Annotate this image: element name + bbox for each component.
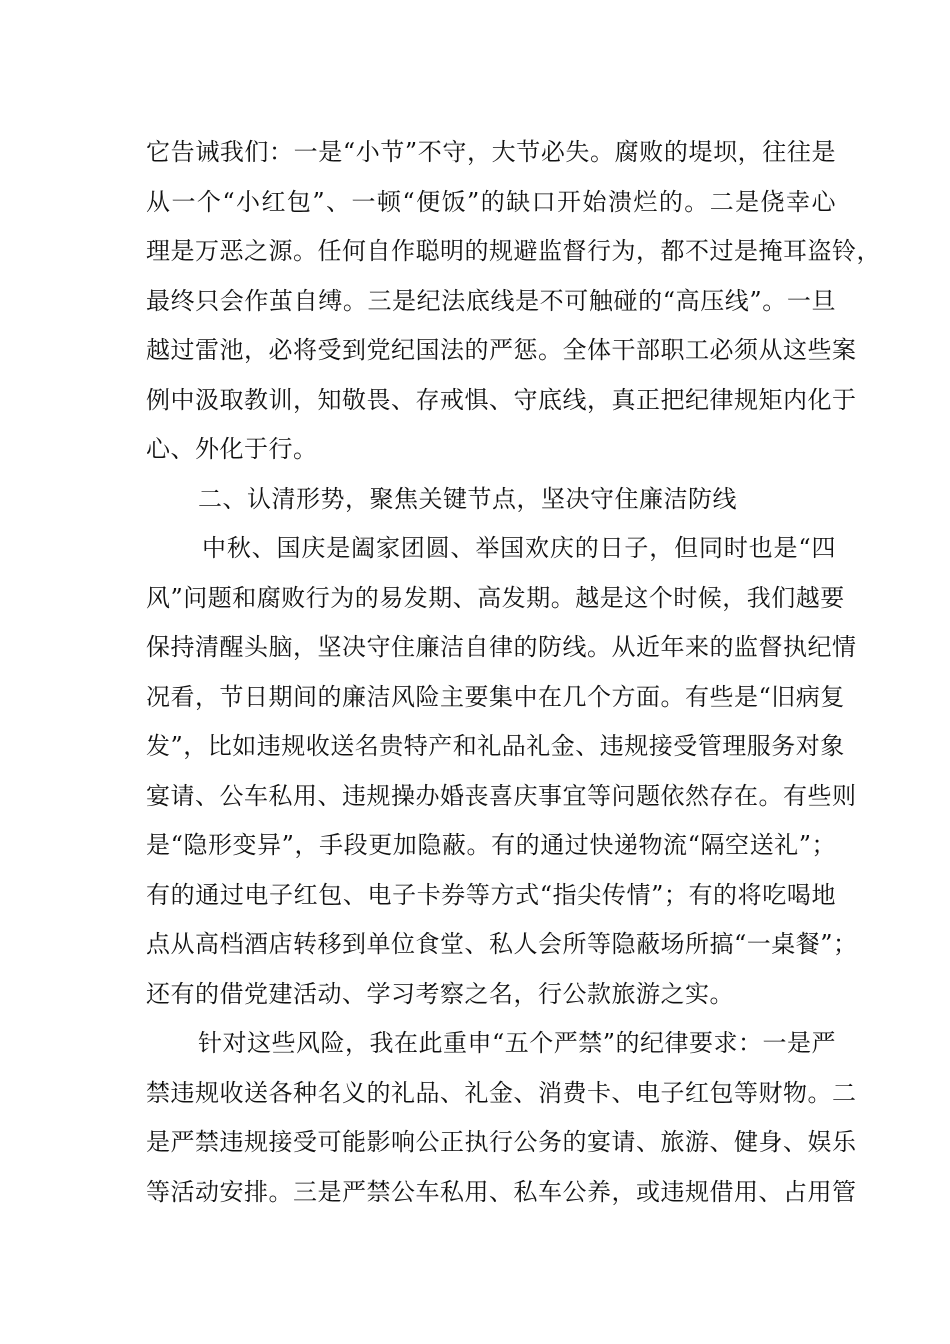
paragraph-line: 况看，节日期间的廉洁风险主要集中在几个方面。有些是“旧病复 [146, 682, 845, 711]
paragraph-1 [146, 128, 881, 475]
paragraph-line: 最终只会作茧自缚。三是纪法底线是不可触碰的“高压线”。一旦 [146, 286, 836, 315]
paragraph-line: 宴请、公车私用、违规操办婚丧喜庆事宜等问题依然存在。有些则 [146, 781, 857, 810]
document-body [146, 128, 881, 1217]
paragraph-line: 等活动安排。三是严禁公车私用、私车公养，或违规借用、占用管 [146, 1177, 857, 1206]
section-heading: 二、认清形势，聚焦关键节点，坚决守住廉洁防线 [198, 484, 737, 513]
paragraph-line: 禁违规收送各种名义的礼品、礼金、消费卡、电子红包等财物。二 [146, 1078, 857, 1107]
paragraph-line: 从一个“小红包”、一顿“便饭”的缺口开始溃烂的。二是侥幸心 [146, 187, 836, 216]
paragraph-line: 保持清醒头脑，坚决守住廉洁自律的防线。从近年来的监督执纪情 [146, 633, 857, 661]
paragraph-line: 风”问题和腐败行为的易发期、高发期。越是这个时候，我们越要 [146, 583, 845, 612]
paragraph-line: 是严禁违规接受可能影响公正执行公务的宴请、旅游、健身、娱乐 [146, 1128, 857, 1156]
paragraph-line: 理是万恶之源。任何自作聪明的规避监督行为，都不过是掩耳盗铃， [146, 237, 881, 265]
paragraph-3 [146, 1019, 857, 1217]
paragraph-line: 中秋、国庆是阖家团圆、举国欢庆的日子，但同时也是“四 [202, 534, 836, 562]
paragraph-line: 例中汲取教训，知敬畏、存戒惧、守底线，真正把纪律规矩内化于 [146, 385, 857, 414]
paragraph-2 [146, 524, 858, 1019]
paragraph-line: 有的通过电子红包、电子卡券等方式“指尖传情”；有的将吃喝地 [146, 880, 836, 909]
paragraph-line: 发”，比如违规收送名贵特产和礼品礼金、违规接受管理服务对象 [146, 732, 845, 760]
paragraph-line: 它告诫我们：一是“小节”不守，大节必失。腐败的堤坝，往往是 [146, 138, 836, 166]
paragraph-line: 心、外化于行。 [146, 435, 318, 463]
paragraph-line: 点从高档酒店转移到单位食堂、私人会所等隐蔽场所搞“一桌餐”； [146, 930, 858, 958]
paragraph-line: 是“隐形变异”，手段更加隐蔽。有的通过快递物流“隔空送礼”； [146, 831, 836, 859]
paragraph-line: 还有的借党建活动、学习考察之名，行公款旅游之实。 [146, 979, 734, 1008]
paragraph-line: 针对这些风险，我在此重申“五个严禁”的纪律要求：一是严 [198, 1029, 837, 1057]
paragraph-line: 越过雷池，必将受到党纪国法的严惩。全体干部职工必须从这些案 [146, 336, 857, 364]
